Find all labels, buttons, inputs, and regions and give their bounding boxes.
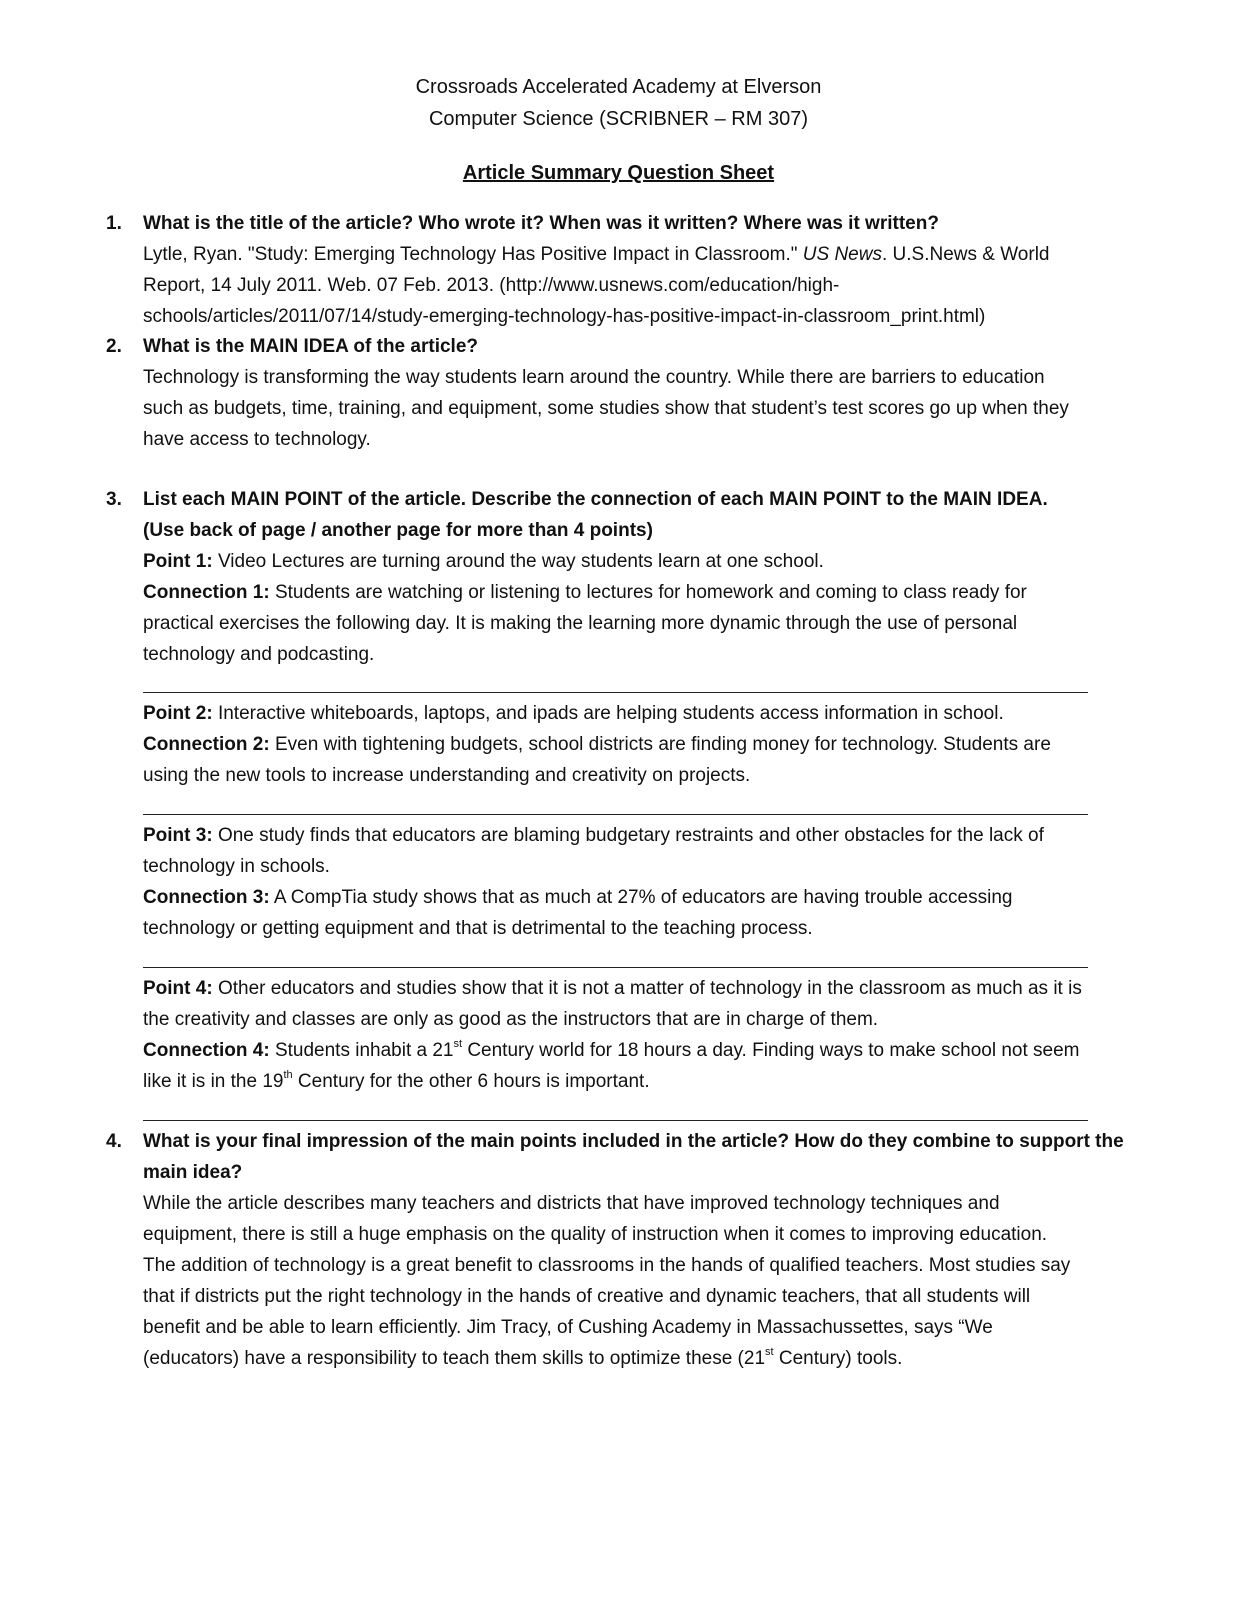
question-text: main idea? — [143, 1162, 243, 1183]
connection-label: Connection 1: — [143, 582, 270, 603]
point-text: Video Lectures are turning around the way students learn at one school. — [212, 551, 824, 572]
question-text: What is the title of the article? Who wrote it? When was it written? Where was it written? — [143, 213, 939, 234]
separator-line — [143, 814, 1088, 815]
connection-text: technology and podcasting. — [143, 644, 375, 665]
answer-line: While the article describes many teachers and districts that have improved technology techniques and — [143, 1193, 1000, 1214]
answer-line: benefit and be able to learn efficiently. Jim Tracy, of Cushing Academy in Massachussettes, says “We — [143, 1317, 993, 1338]
separator-line — [143, 967, 1088, 968]
sheet-title: Article Summary Question Sheet — [462, 162, 775, 184]
answer-line: such as budgets, time, training, and equipment, some studies show that student’s test scores go up when they — [143, 398, 1069, 419]
separator-line — [143, 692, 1088, 693]
answer-line: Lytle, Ryan. "Study: Emerging Technology Has Positive Impact in Classroom." US News. U.S.News & World — [143, 244, 1050, 265]
question-number: 1. — [106, 213, 122, 234]
connection-label: Connection 4: — [143, 1040, 270, 1061]
connection-text: Students inhabit a 21st Century world for 18 hours a day. Finding ways to make school not seem — [269, 1038, 1080, 1061]
question-text: What is your final impression of the main points included in the article? How do they combine to support the — [143, 1131, 1124, 1152]
answer-line: schools/articles/2011/07/14/study-emerging-technology-has-positive-impact-in-classroom_print.html) — [143, 306, 986, 327]
point-text: the creativity and classes are only as good as the instructors that are in charge of them. — [143, 1009, 879, 1030]
connection-label: Connection 2: — [143, 734, 270, 755]
question-number: 4. — [106, 1131, 122, 1152]
answer-line: equipment, there is still a huge emphasis on the quality of instruction when it comes to improving education. — [143, 1224, 1048, 1245]
connection-text: technology or getting equipment and that is detrimental to the teaching process. — [143, 918, 813, 939]
point-label: Point 2: — [143, 703, 213, 724]
point-text: Other educators and studies show that it is not a matter of technology in the classroom as much as it is — [212, 978, 1082, 999]
answer-line: have access to technology. — [143, 429, 371, 450]
question-number: 3. — [106, 489, 122, 510]
point-label: Point 4: — [143, 978, 213, 999]
connection-text: like it is in the 19th Century for the other 6 hours is important. — [143, 1069, 650, 1092]
answer-line: (educators) have a responsibility to teach them skills to optimize these (21st Century) tools. — [143, 1346, 903, 1369]
connection-label: Connection 3: — [143, 887, 270, 908]
connection-text: A CompTia study shows that as much at 27% of educators are having trouble accessing — [269, 887, 1013, 908]
connection-text: practical exercises the following day. It is making the learning more dynamic through the use of personal — [143, 613, 1018, 634]
answer-line: Technology is transforming the way students learn around the country. While there are barriers to education — [143, 367, 1045, 388]
question-text: What is the MAIN IDEA of the article? — [143, 336, 478, 357]
main-point-1 — [143, 546, 1143, 670]
answer-line: The addition of technology is a great benefit to classrooms in the hands of qualified teachers. Most studies say — [143, 1255, 1071, 1276]
question-text: List each MAIN POINT of the article. Describe the connection of each MAIN POINT to the MAIN IDEA. — [143, 489, 1048, 510]
point-text: Interactive whiteboards, laptops, and ipads are helping students access information in school. — [212, 703, 1004, 724]
connection-text: using the new tools to increase understanding and creativity on projects. — [143, 765, 751, 786]
connection-text: Students are watching or listening to lectures for homework and coming to class ready for — [269, 582, 1027, 603]
answer-line: Report, 14 July 2011. Web. 07 Feb. 2013. (http://www.usnews.com/education/high- — [143, 275, 840, 296]
point-label: Point 1: — [143, 551, 213, 572]
connection-text: Even with tightening budgets, school districts are finding money for technology. Students are — [269, 734, 1051, 755]
point-text: technology in schools. — [143, 856, 330, 877]
question-text: (Use back of page / another page for more than 4 points) — [143, 520, 653, 541]
point-text: One study finds that educators are blaming budgetary restraints and other obstacles for the lack of — [212, 825, 1044, 846]
school-name: Crossroads Accelerated Academy at Elverson — [415, 76, 822, 98]
point-label: Point 3: — [143, 825, 213, 846]
answer-line: that if districts put the right technology in the hands of creative and dynamic teachers, that all students will — [143, 1286, 1031, 1307]
course-name: Computer Science (SCRIBNER – RM 307) — [428, 108, 808, 130]
question-number: 2. — [106, 336, 122, 357]
separator-line — [143, 1120, 1088, 1121]
